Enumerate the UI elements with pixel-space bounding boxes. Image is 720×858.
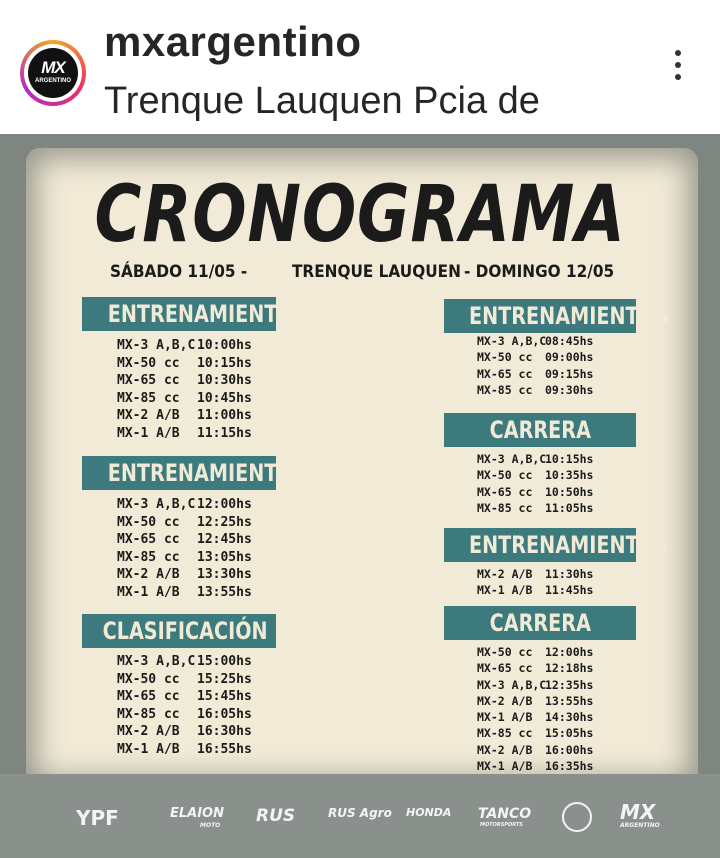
time-label: 16:05hs: [197, 706, 252, 722]
time-label: 12:25hs: [197, 514, 252, 530]
class-label: MX-50 cc: [117, 355, 180, 371]
schedule-row: [117, 706, 252, 724]
schedule-clasificacion: [117, 653, 252, 758]
class-label: MX-3 A,B,C: [117, 497, 196, 512]
class-label: MX-2 A/B: [117, 567, 180, 582]
schedule-row: [117, 653, 252, 671]
schedule-row: [117, 390, 252, 408]
class-label: MX-2 A/B: [117, 724, 180, 739]
class-label: MX-1 A/B: [477, 583, 533, 598]
time-label: 09:30hs: [545, 382, 594, 397]
time-label: 12:45hs: [197, 532, 252, 547]
banner-entrenamientos-am: [444, 299, 669, 333]
dot: [675, 62, 681, 68]
class-label: MX-65 cc: [477, 366, 533, 381]
schedule-row: [477, 566, 593, 582]
class-label: MX-3 A,B,C: [477, 677, 547, 692]
day-left-label: SÁBADO 11/05 -: [110, 262, 248, 282]
class-label: MX-85 cc: [477, 726, 533, 741]
schedule-carrera-pm: [477, 644, 593, 774]
schedule-row: [117, 671, 252, 689]
time-label: 12:00hs: [197, 497, 252, 512]
class-label: MX-65 cc: [477, 484, 533, 499]
time-label: 10:30hs: [197, 373, 252, 388]
banner-entrenamiento-2: [82, 456, 314, 490]
schedule-row: [477, 484, 593, 500]
class-label: MX-85 cc: [117, 390, 180, 406]
class-label: MX-65 cc: [117, 373, 180, 388]
class-label: MX-1 A/B: [117, 741, 180, 757]
sponsor-rus-agro: RUS Agro: [328, 806, 392, 820]
schedule-carrera-am: [477, 451, 593, 516]
schedule-row: [477, 644, 593, 660]
time-label: 15:25hs: [197, 671, 252, 687]
time-label: 10:15hs: [197, 355, 252, 371]
place-label: TRENQUE LAUQUEN: [292, 262, 461, 282]
banner-clasificacion: [82, 614, 276, 648]
sponsor-tanco-sub: MOTORSPORTS: [480, 822, 523, 828]
sponsor-seal-icon: [562, 802, 592, 832]
dot: [675, 74, 681, 80]
class-label: MX-50 cc: [117, 671, 180, 687]
avatar-frame: [24, 44, 82, 102]
time-label: 15:00hs: [197, 654, 252, 669]
time-label: 13:05hs: [197, 549, 252, 565]
schedule-row: [117, 407, 252, 425]
sponsor-logos: [0, 798, 720, 838]
banner-carrera-am: [444, 413, 636, 447]
time-label: 12:00hs: [545, 645, 594, 659]
class-label: MX-1 A/B: [117, 425, 180, 441]
class-label: MX-2 A/B: [477, 693, 533, 708]
schedule-row: [117, 531, 252, 549]
sponsor-elaion: ELAION: [170, 806, 224, 821]
class-label: MX-2 A/B: [117, 408, 180, 423]
schedule-row: [477, 742, 593, 758]
class-label: MX-50 cc: [477, 350, 533, 365]
banner-entrenamientos-pm: [444, 528, 669, 562]
time-label: 08:45hs: [545, 334, 594, 348]
schedule-row: [117, 688, 252, 706]
time-label: 09:00hs: [545, 350, 594, 365]
class-label: MX-85 cc: [477, 500, 533, 515]
time-label: 10:15hs: [545, 452, 594, 466]
banner-label: ENTRENAMIENTOS: [468, 531, 669, 559]
time-label: 12:18hs: [545, 661, 594, 676]
day-right-label: - DOMINGO 12/05: [464, 262, 615, 282]
time-label: 10:00hs: [197, 338, 252, 353]
banner-label: CARRERA: [489, 609, 591, 637]
time-label: 10:35hs: [545, 468, 594, 483]
sponsor-rus: RUS: [256, 806, 296, 826]
banner-label: CLASIFICACIÓN: [102, 617, 268, 645]
schedule-row: [477, 366, 593, 382]
schedule-row: [477, 333, 593, 349]
schedule-entrenamiento-1: [117, 337, 252, 442]
schedule-row: [117, 425, 252, 443]
sponsor-tanco: TANCO: [478, 806, 532, 822]
dot: [675, 50, 681, 56]
post-header: [0, 0, 720, 134]
class-label: MX-65 cc: [117, 689, 180, 704]
class-label: MX-50 cc: [117, 514, 180, 530]
class-label: MX-1 A/B: [477, 710, 533, 725]
avatar-logo-subtext: ARGENTINO: [35, 78, 71, 84]
schedule-row: [117, 566, 252, 584]
class-label: MX-3 A,B,C: [477, 452, 547, 466]
mx-argentino-logo-icon: [28, 48, 78, 98]
schedule-row: [477, 349, 593, 365]
time-label: 09:15hs: [545, 366, 594, 381]
poster-title: CRONOGRAMA: [94, 170, 626, 260]
schedule-entrenamiento-2: [117, 496, 252, 601]
schedule-row: [477, 693, 593, 709]
time-label: 13:55hs: [197, 584, 252, 600]
class-label: MX-85 cc: [117, 706, 180, 722]
class-label: MX-85 cc: [477, 382, 533, 397]
sponsor-mx: MX: [620, 800, 656, 824]
location-link[interactable]: Trenque Lauquen Pcia de: [104, 80, 540, 122]
schedule-row: [117, 723, 252, 741]
schedule-row: [117, 496, 252, 514]
avatar-logo-text: MX: [41, 58, 65, 77]
time-label: 16:00hs: [545, 742, 594, 757]
banner-label: ENTRENAMIENTOS: [468, 302, 669, 330]
more-options-icon[interactable]: [668, 50, 688, 90]
schedule-row: [477, 758, 593, 774]
class-label: MX-65 cc: [477, 661, 533, 676]
time-label: 12:35hs: [545, 677, 594, 692]
class-label: MX-65 cc: [117, 532, 180, 547]
time-label: 11:30hs: [545, 567, 594, 581]
schedule-row: [477, 500, 593, 516]
class-label: MX-50 cc: [477, 645, 533, 659]
schedule-row: [477, 382, 593, 398]
time-label: 15:45hs: [197, 689, 252, 704]
banner-carrera-pm: [444, 606, 636, 640]
banner-entrenamiento-1: [82, 297, 314, 331]
time-label: 11:15hs: [197, 425, 252, 441]
time-label: 11:45hs: [545, 583, 594, 598]
sponsor-elaion-moto: MOTO: [200, 822, 221, 829]
banner-label: CARRERA: [489, 416, 591, 444]
time-label: 10:45hs: [197, 390, 252, 406]
class-label: MX-2 A/B: [477, 742, 533, 757]
class-label: MX-3 A,B,C: [477, 334, 547, 348]
schedule-row: [117, 514, 252, 532]
schedule-row: [477, 709, 593, 725]
class-label: MX-3 A,B,C: [117, 338, 196, 353]
sponsor-ypf: YPF: [76, 806, 119, 830]
time-label: 16:35hs: [545, 759, 594, 774]
class-label: MX-1 A/B: [477, 759, 533, 774]
time-label: 11:00hs: [197, 408, 252, 423]
schedule-entrenamientos-pm: [477, 566, 593, 599]
class-label: MX-50 cc: [477, 468, 533, 483]
schedule-row: [117, 549, 252, 567]
sponsor-mx-sub: ARGENTINO: [620, 822, 660, 829]
class-label: MX-1 A/B: [117, 584, 180, 600]
schedule-row: [477, 582, 593, 598]
schedule-row: [477, 660, 593, 676]
schedule-row: [477, 725, 593, 741]
time-label: 13:55hs: [545, 693, 594, 708]
schedule-row: [117, 741, 252, 759]
time-label: 14:30hs: [545, 710, 594, 725]
schedule-row: [117, 337, 252, 355]
time-label: 10:50hs: [545, 484, 594, 499]
banner-label: ENTRENAMIENTO 2: [107, 459, 314, 487]
schedule-entrenamientos-am: [477, 333, 593, 398]
class-label: MX-2 A/B: [477, 567, 533, 581]
schedule-row: [477, 677, 593, 693]
username-link[interactable]: mxargentino: [104, 18, 362, 65]
profile-avatar[interactable]: [20, 40, 86, 106]
schedule-row: [117, 372, 252, 390]
time-label: 16:30hs: [197, 724, 252, 739]
schedule-row: [477, 451, 593, 467]
time-label: 16:55hs: [197, 741, 252, 757]
time-label: 11:05hs: [545, 500, 594, 515]
sponsor-honda: HONDA: [406, 806, 452, 819]
schedule-row: [477, 467, 593, 483]
time-label: 15:05hs: [545, 726, 594, 741]
time-label: 13:30hs: [197, 567, 252, 582]
banner-label: ENTRENAMIENTO 1: [107, 300, 314, 328]
class-label: MX-85 cc: [117, 549, 180, 565]
schedule-row: [117, 355, 252, 373]
class-label: MX-3 A,B,C: [117, 654, 196, 669]
schedule-row: [117, 584, 252, 602]
